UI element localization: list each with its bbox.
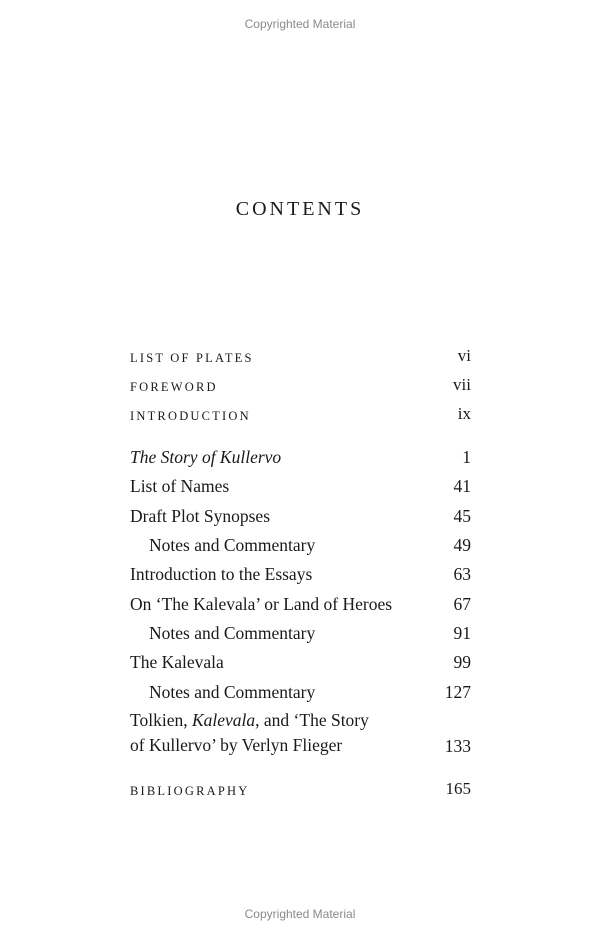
- toc-page-number: 41: [453, 476, 471, 496]
- toc-entry-label: BIBLIOGRAPHY: [130, 784, 250, 798]
- toc-page-number: 63: [453, 564, 471, 584]
- toc-entry-tolkien-kalevala-essay[interactable]: [130, 708, 471, 760]
- toc-entry-label: List of Names: [130, 476, 230, 496]
- toc-entry-label: The Story of Kullervo: [130, 447, 282, 467]
- toc-page-number: ix: [457, 404, 471, 423]
- toc-page-number: 67: [453, 594, 471, 614]
- essay-title-line2: of Kullervo’ by Verlyn Flieger: [130, 735, 343, 755]
- toc-page-number: 99: [453, 652, 471, 672]
- toc-entry-draft-plot-synopses[interactable]: [130, 506, 471, 530]
- toc-entry-label: [130, 708, 369, 758]
- toc-page-number: vii: [453, 375, 471, 394]
- toc-entry-label: Draft Plot Synopses: [130, 506, 270, 526]
- essay-title-line1-pre: Tolkien,: [130, 710, 192, 730]
- copyright-watermark-top: Copyrighted Material: [244, 17, 356, 31]
- toc-page-number: 1: [462, 447, 471, 467]
- toc-entry-on-the-kalevala[interactable]: [130, 594, 471, 618]
- toc-entry-notes-and-commentary-3[interactable]: [130, 682, 471, 706]
- toc-entry-introduction-to-essays[interactable]: [130, 564, 471, 588]
- toc-entry-list-of-plates[interactable]: [130, 346, 471, 373]
- toc-entry-label: INTRODUCTION: [130, 409, 251, 423]
- toc-page-number: 49: [453, 535, 471, 555]
- toc-page-number: vi: [457, 346, 471, 365]
- copyright-watermark-bottom: Copyrighted Material: [244, 907, 356, 921]
- toc-page-number: 165: [445, 779, 471, 798]
- contents-heading: CONTENTS: [235, 198, 365, 220]
- toc-entry-label: Introduction to the Essays: [130, 564, 313, 584]
- toc-entry-notes-and-commentary-1[interactable]: [130, 535, 471, 559]
- toc-entry-label: FOREWORD: [130, 380, 218, 394]
- toc-page-number: 45: [453, 506, 471, 526]
- toc-entry-label: On ‘The Kalevala’ or Land of Heroes: [130, 594, 393, 614]
- toc-page-number: 91: [453, 623, 471, 643]
- essay-title-line1-post: , and ‘The Story: [255, 710, 369, 730]
- toc-entry-label: Notes and Commentary: [149, 535, 316, 555]
- essay-title-line1-italic: Kalevala: [191, 710, 256, 730]
- toc-entry-story-of-kullervo[interactable]: [130, 447, 471, 471]
- toc-entry-label: Notes and Commentary: [149, 682, 316, 702]
- toc-page-number: 127: [444, 682, 471, 702]
- toc-entry-introduction[interactable]: [130, 404, 471, 431]
- toc-entry-label: The Kalevala: [130, 652, 224, 672]
- toc-entry-notes-and-commentary-2[interactable]: [130, 623, 471, 647]
- toc-entry-label: LIST OF PLATES: [130, 351, 254, 365]
- toc-entry-list-of-names[interactable]: [130, 476, 471, 500]
- toc-entry-label: Notes and Commentary: [149, 623, 316, 643]
- toc-entry-foreword[interactable]: [130, 375, 471, 402]
- toc-entry-bibliography[interactable]: [130, 779, 471, 806]
- toc-entry-the-kalevala[interactable]: [130, 652, 471, 676]
- toc-page-number: 133: [444, 736, 471, 756]
